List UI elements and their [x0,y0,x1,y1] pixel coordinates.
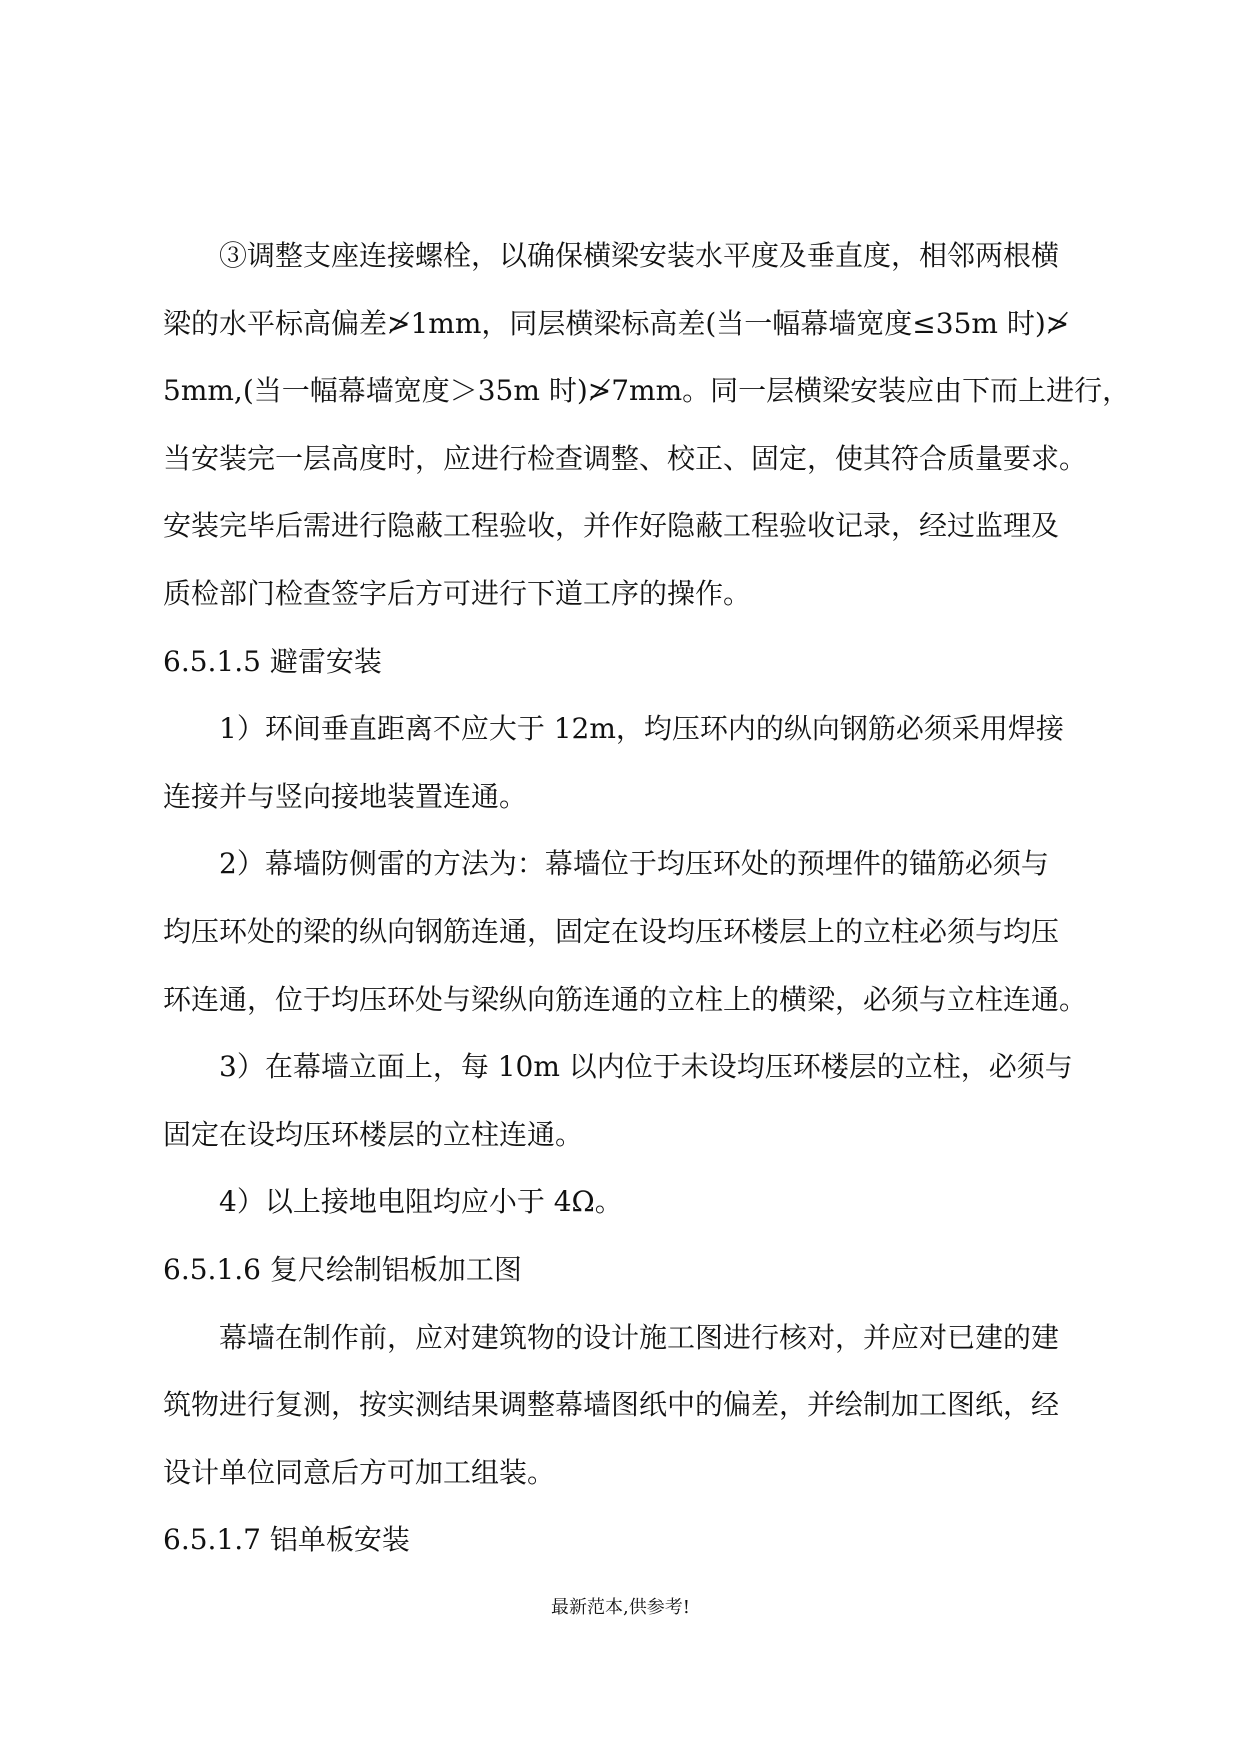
text-line: 环连通，位于均压环处与梁纵向筋连通的立柱上的横梁，必须与立柱连通。 [163,982,1088,1016]
page-footer: 最新范本,供参考! [551,1597,690,1618]
text-line: 1）环间垂直距离不应大于 12m，均压环内的纵向钢筋必须采用焊接 [219,712,1064,746]
text-line: 筑物进行复测，按实测结果调整幕墙图纸中的偏差，并绘制加工图纸，经 [163,1388,1060,1422]
document-body [163,222,1131,1574]
paragraph-support-adjustment [163,222,1131,628]
paragraph-verification [163,1304,1083,1507]
text-line: 梁的水平标高偏差≯1mm，同层横梁标高差(当一幅幕墙宽度≤35m 时)≯ [163,306,1070,340]
text-line: 幕墙在制作前，应对建筑物的设计施工图进行核对，并应对已建的建 [219,1320,1060,1354]
section-heading-drawing: 6.5.1.6 复尺绘制铝板加工图 [163,1252,522,1286]
text-line: 连接并与竖向接地装置连通。 [163,779,528,813]
text-line: 设计单位同意后方可加工组装。 [163,1455,556,1489]
text-line: 2）幕墙防侧雷的方法为：幕墙位于均压环处的预埋件的锚筋必须与 [219,847,1049,881]
list-item [163,1033,1083,1168]
text-line: 安装完毕后需进行隐蔽工程验收，并作好隐蔽工程验收记录，经过监理及 [163,509,1060,543]
text-line: 4）以上接地电阻均应小于 4Ω。 [219,1185,623,1219]
text-line: 固定在设均压环楼层的立柱连通。 [163,1117,584,1151]
text-line: 3）在幕墙立面上，每 10m 以内位于未设均压环楼层的立柱，必须与 [219,1050,1073,1084]
section-heading-aluminum-panel: 6.5.1.7 铝单板安装 [163,1523,410,1557]
list-item [163,830,1088,1033]
text-line: 当安装完一层高度时，应进行检查调整、校正、固定，使其符合质量要求。 [163,441,1088,475]
list-item [163,1168,1083,1236]
list-item [163,695,1083,830]
text-line: 质检部门检查签字后方可进行下道工序的操作。 [163,576,752,610]
text-line: 5mm,(当一幅幕墙宽度＞35m 时)≯7mm。同一层横梁安装应由下而上进行， [163,374,1131,408]
text-line: 均压环处的梁的纵向钢筋连通，固定在设均压环楼层上的立柱必须与均压 [163,914,1060,948]
text-line: ③调整支座连接螺栓，以确保横梁安装水平度及垂直度，相邻两根横 [219,239,1060,272]
section-heading-lightning: 6.5.1.5 避雷安装 [163,644,382,678]
